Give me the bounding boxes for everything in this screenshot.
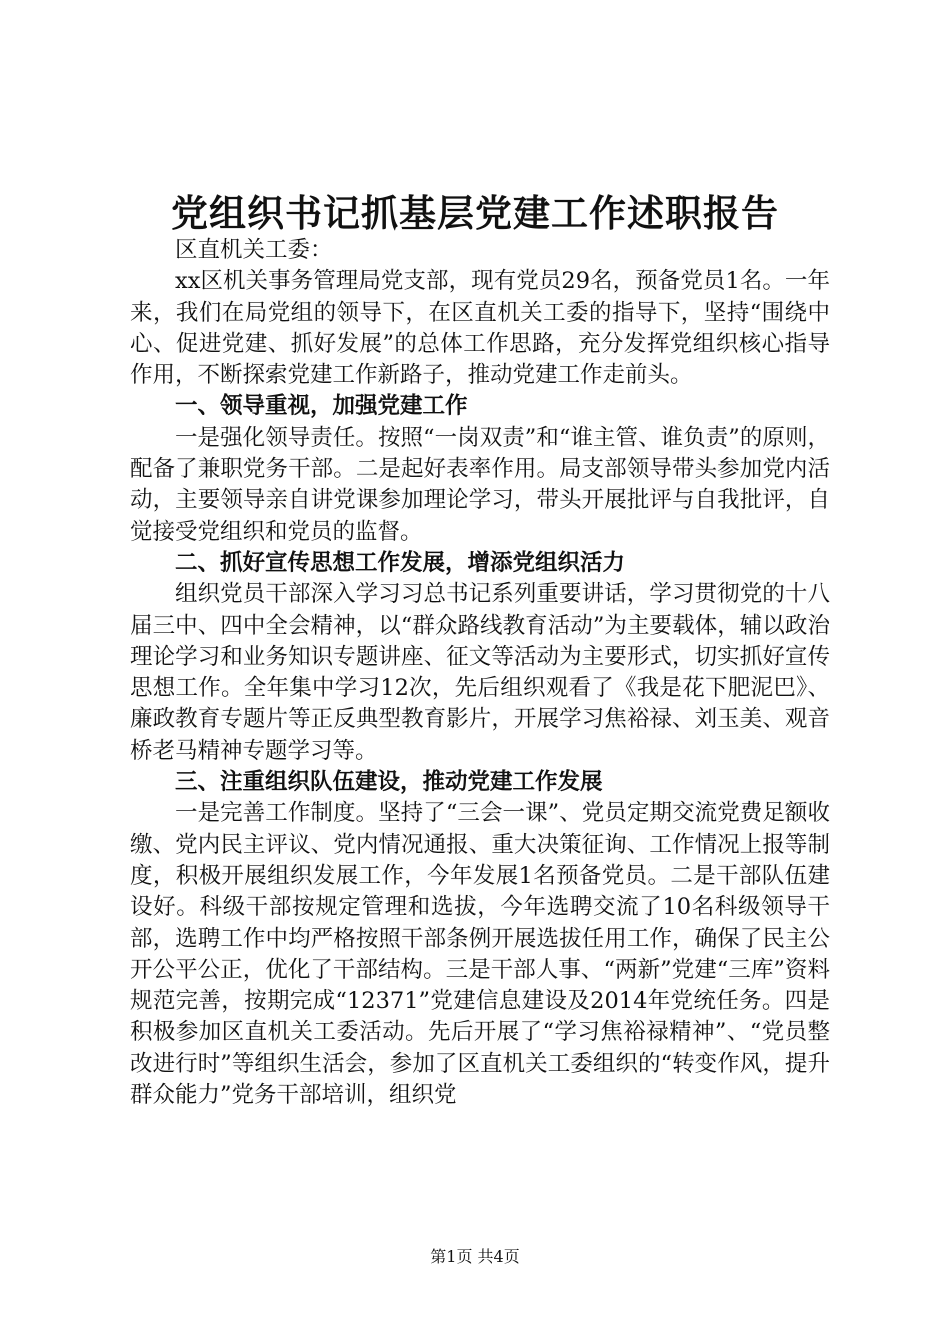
document-body [130, 235, 830, 1111]
section-paragraph-1: 一是强化领导责任。按照“一岗双责”和“谁主管、谁负责”的原则，配备了兼职党务干部。二是起好表率作用。局支部领导带头参加党内活动，主要领导亲自讲党课参加理论学习，带头开展批评与自我批评，自觉接受党组织和党员的监督。 [130, 424, 830, 545]
section-heading-3: 三、注重组织队伍建设，推动党建工作发展 [175, 769, 603, 796]
intro-paragraph: xx区机关事务管理局党支部，现有党员29名，预备党员1名。一年来，我们在局党组的领导下，在区直机关工委的指导下，坚持“围绕中心、促进党建、抓好发展”的总体工作思路，充分发挥党组织核心指导作用，不断探索党建工作新路子，推动党建工作走前头。 [130, 268, 830, 389]
document-title: 党组织书记抓基层党建工作述职报告 [171, 192, 779, 235]
section-heading-2: 二、抓好宣传思想工作发展，增添党组织活力 [175, 549, 626, 576]
page-footer: 第1页 共4页 [430, 1247, 520, 1266]
section-paragraph-2: 组织党员干部深入学习习总书记系列重要讲话，学习贯彻党的十八届三中、四中全会精神，以“群众路线教育活动”为主要载体，辅以政治理论学习和业务知识专题讲座、征文等活动为主要形式，切实抓好宣传思想工作。全年集中学习12次，先后组织观看了《我是花下肥泥巴》、廉政教育专题片等正反典型教育影片，开展学习焦裕禄、刘玉美、观音桥老马精神专题学习等。 [130, 581, 830, 764]
salutation: 区直机关工委： [175, 237, 333, 263]
section-paragraph-3: 一是完善工作制度。坚持了“三会一课”、党员定期交流党费足额收缴、党内民主评议、党内情况通报、重大决策征询、工作情况上报等制度，积极开展组织发展工作，今年发展1名预备党员。二是干部队伍建设好。科级干部按规定管理和选拔，今年选聘交流了10名科级领导干部，选聘工作中均严格按照干部条例开展选拔任用工作，确保了民主公开公平公正，优化了干部结构。三是干部人事、“两新”党建“三库”资料规范完善，按期完成“12371”党建信息建设及2014年党统任务。四是积极参加区直机关工委活动。先后开展了“学习焦裕禄精神”、“党员整改进行时”等组织生活会，参加了区直机关工委组织的“转变作风，提升群众能力”党务干部培训，组织党 [130, 800, 830, 1109]
section-heading-1: 一、领导重视，加强党建工作 [175, 393, 468, 420]
